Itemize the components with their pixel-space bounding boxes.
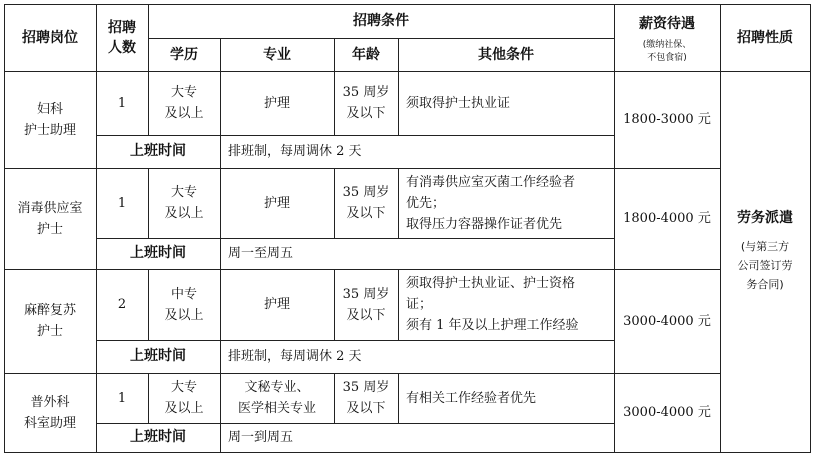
work-time-label: 上班时间 bbox=[130, 348, 186, 364]
education-req: 大专 及以上 bbox=[164, 380, 204, 416]
salary-value: 3000-4000 元 bbox=[623, 313, 711, 329]
other-req: 须取得护士执业证 bbox=[406, 95, 511, 111]
salary-value: 1800-3000 元 bbox=[623, 112, 711, 127]
header-major: 专业 bbox=[263, 46, 291, 63]
work-time-value: 周一到周五 bbox=[228, 430, 294, 445]
work-time-value: 周一至周五 bbox=[228, 246, 294, 261]
nature-note: (与第三方 公司签订劳 务合同) bbox=[737, 239, 793, 291]
table-border bbox=[720, 452, 811, 453]
header-nature: 招聘性质 bbox=[737, 29, 793, 46]
table-border bbox=[4, 452, 721, 453]
work-time-label: 上班时间 bbox=[130, 429, 186, 445]
other-req: 有相关工作经验者优先 bbox=[406, 390, 537, 406]
work-time-label: 上班时间 bbox=[130, 245, 186, 261]
position-name: 麻醉复苏 护士 bbox=[23, 303, 76, 339]
nature-main: 劳务派遣 bbox=[737, 209, 793, 226]
salary-value: 1800-4000 元 bbox=[623, 211, 711, 226]
hire-count: 1 bbox=[117, 390, 127, 406]
header-salary: 薪资待遇 bbox=[639, 16, 695, 32]
major-req: 护理 bbox=[263, 195, 290, 211]
major-req: 护理 bbox=[263, 297, 290, 312]
header-count: 招聘 人数 bbox=[108, 19, 136, 56]
position-name: 妇科 护士助理 bbox=[23, 101, 76, 138]
education-req: 中专 及以上 bbox=[164, 286, 204, 323]
other-req: 须取得护士执业证、护士资格 证； 须有 1 年及以上护理工作经验 bbox=[406, 276, 579, 333]
table-border bbox=[810, 4, 811, 453]
salary-value: 3000-4000 元 bbox=[623, 405, 711, 420]
work-time-value: 排班制，每周调休 2 天 bbox=[228, 349, 362, 364]
position-name: 消毒供应室 护士 bbox=[17, 200, 83, 237]
age-req: 35 周岁 及以下 bbox=[342, 185, 390, 221]
age-req: 35 周岁 及以下 bbox=[342, 286, 390, 323]
header-age: 年龄 bbox=[352, 46, 380, 63]
major-req: 护理 bbox=[263, 95, 290, 111]
work-time-value: 排班制，每周调休 2 天 bbox=[228, 144, 362, 159]
position-name: 普外科 科室助理 bbox=[23, 394, 76, 431]
major-req: 文秘专业、 医学相关专业 bbox=[237, 380, 316, 416]
hire-count: 1 bbox=[117, 195, 127, 211]
hire-count: 1 bbox=[117, 95, 127, 111]
header-conditions: 招聘条件 bbox=[353, 13, 409, 29]
header-salary-note: (缴纳社保、 不包食宿) bbox=[642, 39, 692, 63]
header-other: 其他条件 bbox=[478, 46, 534, 63]
age-req: 35 周岁 及以下 bbox=[342, 380, 390, 416]
work-time-label: 上班时间 bbox=[130, 143, 186, 159]
other-req: 有消毒供应室灭菌工作经验者 优先； 取得压力容器操作证者优先 bbox=[406, 174, 576, 232]
education-req: 大专 及以上 bbox=[164, 185, 204, 221]
hire-count: 2 bbox=[117, 297, 127, 312]
age-req: 35 周岁 及以下 bbox=[342, 85, 390, 121]
header-position: 招聘岗位 bbox=[22, 29, 78, 46]
education-req: 大专 及以上 bbox=[164, 85, 204, 121]
header-education: 学历 bbox=[170, 46, 198, 63]
